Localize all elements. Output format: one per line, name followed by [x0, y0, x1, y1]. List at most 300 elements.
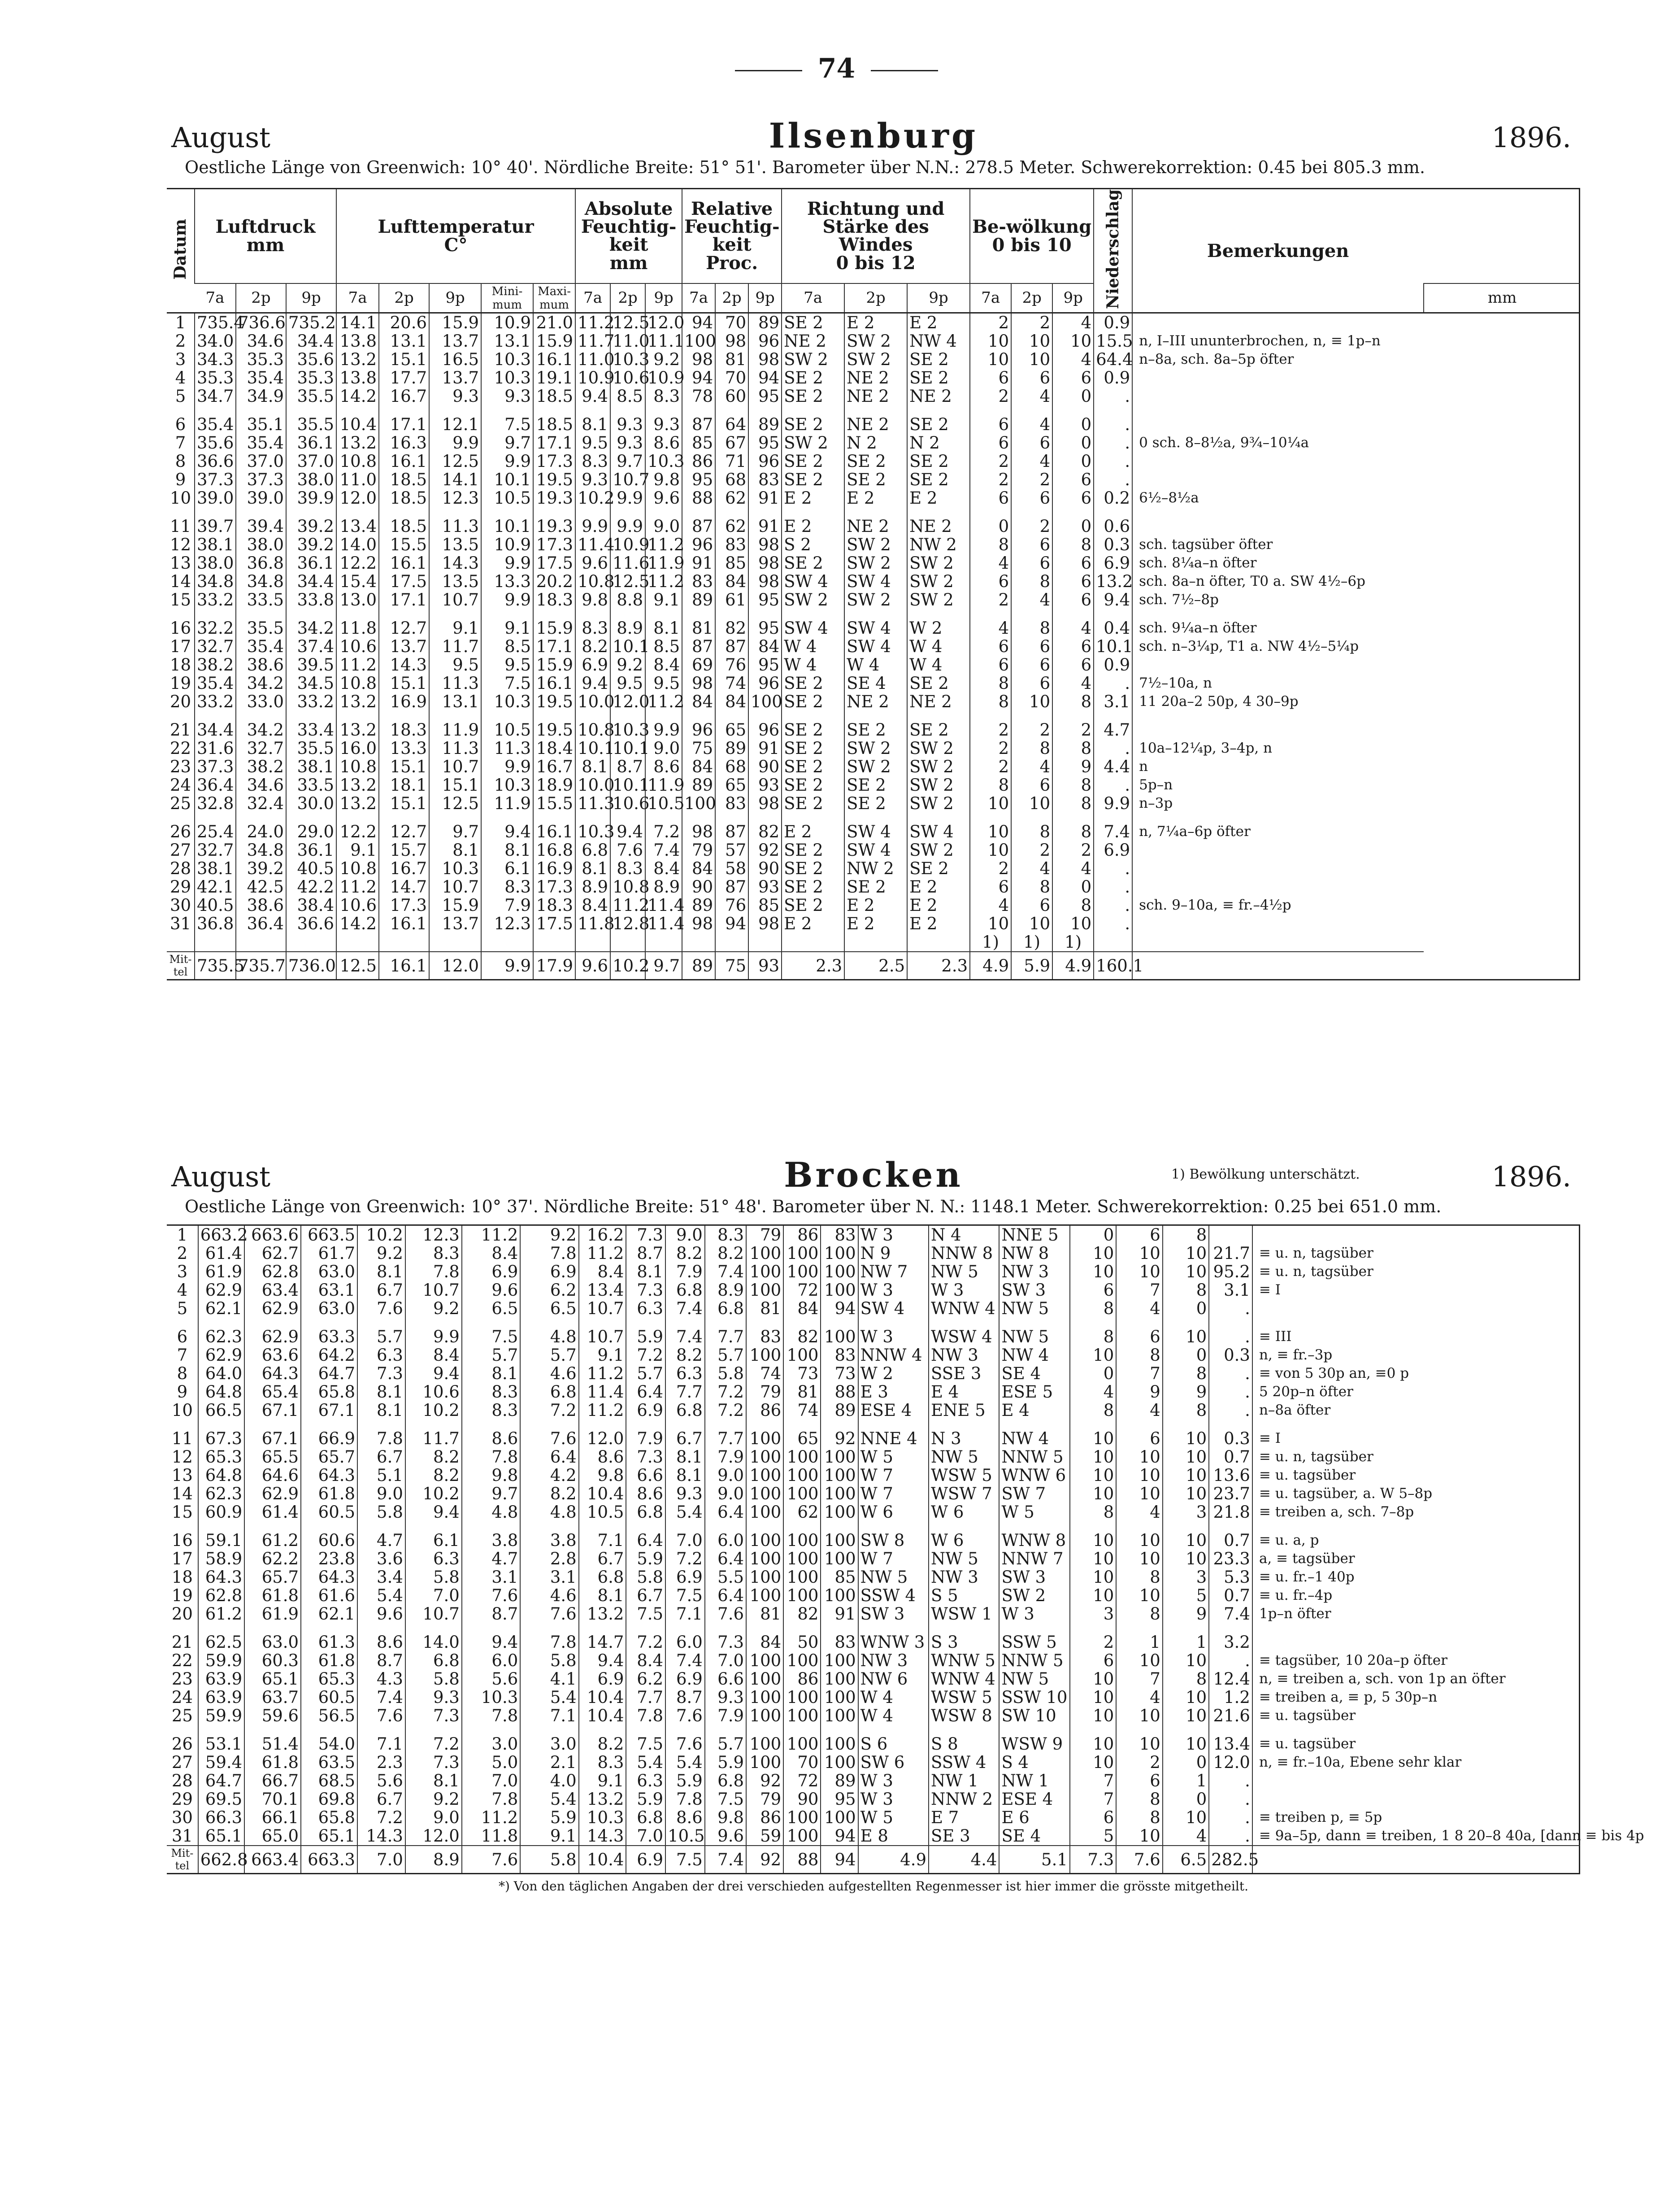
cell: n — [1132, 758, 1424, 776]
cell: 10 — [1011, 332, 1052, 350]
cell: 10 — [1070, 1531, 1116, 1550]
cell: 67.1 — [244, 1401, 301, 1420]
cell: 3.0 — [520, 1735, 578, 1753]
cell: 10.7 — [579, 1299, 626, 1318]
cell: 10.8 — [336, 859, 379, 878]
cell: 10.7 — [429, 878, 481, 896]
cell: 91 — [748, 739, 782, 758]
cell: 17.3 — [379, 896, 429, 914]
cell: 6 — [1011, 554, 1052, 572]
cell: 61.9 — [244, 1605, 301, 1623]
cell: 10.5 — [579, 1503, 626, 1521]
cell: 98 — [682, 823, 715, 841]
cell: 7 — [177, 1345, 188, 1365]
cell: ≡ von 5 30p an, ≡0 p — [1252, 1364, 1580, 1383]
cell: 70 — [783, 1753, 821, 1772]
mean-cell: 7.6 — [462, 1846, 520, 1873]
cell: 100 — [821, 1448, 858, 1466]
table-row — [167, 1226, 1580, 1244]
cell: N 9 — [858, 1244, 929, 1263]
cell: 10 — [1070, 1346, 1116, 1364]
mean-cell: 282.5 — [1209, 1846, 1252, 1873]
cell: 8 — [1116, 1790, 1162, 1808]
mean-cell: 2.3 — [782, 952, 844, 979]
mean-cell: 88 — [783, 1846, 821, 1873]
cell: 10 — [970, 350, 1011, 369]
cell: 34.8 — [195, 572, 236, 591]
cell: 8.2 — [405, 1448, 462, 1466]
cell: 10.8 — [336, 452, 379, 470]
cell: 16.2 — [579, 1226, 626, 1244]
cell: 38.6 — [236, 896, 286, 914]
mean-row — [167, 1846, 1580, 1873]
cell: 100 — [746, 1429, 783, 1448]
mean-cell: 7.6 — [1116, 1846, 1162, 1873]
cell: 6 — [175, 415, 186, 435]
cell: 7.5 — [462, 1328, 520, 1346]
cell: 14.0 — [336, 536, 379, 554]
cell: 7.6 — [610, 841, 645, 859]
cell: 4 — [1163, 1827, 1209, 1846]
cell: 34.7 — [195, 387, 236, 405]
cell: 19.3 — [533, 489, 575, 507]
cell — [844, 933, 907, 952]
cell: 70 — [715, 369, 748, 387]
cell: 100 — [746, 1531, 783, 1550]
cell: 81 — [783, 1383, 821, 1401]
cell: 11.8 — [462, 1827, 520, 1846]
cell: 98 — [682, 674, 715, 692]
cell: 2 — [970, 313, 1011, 332]
cell: 6.9 — [520, 1263, 578, 1281]
cell: 8.4 — [575, 896, 610, 914]
cell: W 5 — [858, 1448, 929, 1466]
cell: 8 — [1052, 692, 1094, 711]
cell: 7.8 — [357, 1429, 405, 1448]
cell: ESE 4 — [858, 1401, 929, 1420]
cell: 35.5 — [236, 619, 286, 637]
cell: 100 — [746, 1651, 783, 1670]
cell: 6 — [970, 369, 1011, 387]
cell: SE 2 — [782, 415, 844, 434]
cell: 6.7 — [357, 1790, 405, 1808]
mean-cell: 9.7 — [645, 952, 682, 979]
page-footnote: *) Von den täglichen Angaben der drei verschieden aufgestellten Regenmesser ist hier immer die grösste mitgetheilt. — [498, 1879, 1249, 1894]
cell: 735.4 — [195, 313, 236, 332]
cell: 7.8 — [520, 1633, 578, 1651]
cell: 8.1 — [357, 1383, 405, 1401]
cell: NNE 4 — [858, 1429, 929, 1448]
cell: 12.2 — [336, 823, 379, 841]
cell: 35.5 — [286, 387, 336, 405]
cell: 7.9 — [626, 1429, 665, 1448]
mean-cell: 7.0 — [357, 1846, 405, 1873]
cell: 10 — [1116, 1448, 1162, 1466]
cell: 76 — [715, 656, 748, 674]
cell: 12.5 — [610, 572, 645, 591]
cell: 13.5 — [429, 536, 481, 554]
cell: W 7 — [858, 1466, 929, 1485]
cell: . — [1209, 1772, 1252, 1790]
cell: n–3p — [1132, 794, 1424, 813]
cell: 95 — [748, 387, 782, 405]
cell: 38.2 — [236, 758, 286, 776]
cell: 5.4 — [357, 1586, 405, 1605]
time-header-18: 2p — [1011, 283, 1052, 313]
cell: 8.3 — [575, 619, 610, 637]
cell: 6 — [1011, 434, 1052, 452]
cell: 9.3 — [405, 1688, 462, 1707]
cell: SW 2 — [907, 739, 970, 758]
cell: 86 — [746, 1401, 783, 1420]
cell: NNW 2 — [929, 1790, 999, 1808]
cell: 61.8 — [301, 1485, 357, 1503]
cell: 81 — [746, 1605, 783, 1623]
cell: 6.1 — [481, 859, 533, 878]
cell: 5.8 — [405, 1670, 462, 1688]
cell: 8.5 — [645, 637, 682, 656]
cell: 100 — [783, 1244, 821, 1263]
cell: 39.2 — [236, 859, 286, 878]
table-row — [167, 1790, 1580, 1808]
cell: 8.2 — [520, 1485, 578, 1503]
cell: 7.8 — [405, 1263, 462, 1281]
cell: 65.5 — [244, 1448, 301, 1466]
cell: SW 2 — [844, 332, 907, 350]
table-row — [167, 619, 1580, 637]
table-row — [167, 415, 1580, 434]
cell: 8.2 — [405, 1466, 462, 1485]
cell: 91 — [748, 517, 782, 536]
cell: SW 2 — [907, 591, 970, 609]
cell: 6.8 — [665, 1281, 705, 1299]
cell: 0 sch. 8–8½a, 9¾–10¼a — [1132, 434, 1424, 452]
cell: 74 — [715, 674, 748, 692]
cell: 9.1 — [579, 1346, 626, 1364]
cell: 65 — [715, 721, 748, 739]
cell: 28 — [171, 1771, 193, 1790]
cell: 4 — [970, 554, 1011, 572]
cell: 6 — [1052, 591, 1094, 609]
cell: 6.5 — [462, 1299, 520, 1318]
cell: 7.8 — [626, 1707, 665, 1725]
cell: SW 2 — [907, 841, 970, 859]
cell: 13.4 — [336, 517, 379, 536]
cell: WSW 4 — [929, 1328, 999, 1346]
cell: 15.7 — [379, 841, 429, 859]
cell: 8 — [1163, 1670, 1209, 1688]
cell: 7.2 — [665, 1550, 705, 1568]
cell: 35.4 — [236, 434, 286, 452]
cell: 18.3 — [379, 721, 429, 739]
cell: NE 2 — [782, 332, 844, 350]
cell: 39.2 — [286, 517, 336, 536]
cell: 9.9 — [481, 554, 533, 572]
table-row — [167, 823, 1580, 841]
cell: 3.0 — [462, 1735, 520, 1753]
cell: 0.9 — [1094, 656, 1132, 674]
cell: 59.4 — [198, 1753, 244, 1772]
cell: 25 — [171, 1706, 193, 1725]
cell: . — [1094, 674, 1132, 692]
cell: 8.1 — [575, 859, 610, 878]
cell: 6.9 — [579, 1670, 626, 1688]
cell: W 5 — [858, 1808, 929, 1827]
cell: 6 — [1070, 1281, 1116, 1299]
cell: 85 — [748, 896, 782, 914]
cell: ≡ 9a–5p, dann ≡ treiben, 1 8 20–8 40a, [dann ≡ bis 4p — [1252, 1827, 1580, 1846]
cell: 8 — [177, 1364, 188, 1383]
cell: 98 — [748, 914, 782, 933]
cell: 100 — [783, 1688, 821, 1707]
cell: 29 — [171, 1790, 193, 1809]
cell: 6.9 — [626, 1401, 665, 1420]
cell: 6 — [1116, 1429, 1162, 1448]
cell: 0.3 — [1209, 1429, 1252, 1448]
cell: 18 — [171, 1568, 193, 1587]
cell: 5.5 — [705, 1568, 746, 1586]
cell: 82 — [783, 1605, 821, 1623]
cell: 62.2 — [244, 1550, 301, 1568]
cell: 4 — [1011, 591, 1052, 609]
cell: 9.8 — [462, 1466, 520, 1485]
cell — [782, 933, 844, 952]
cell: 13.4 — [579, 1281, 626, 1299]
cell: ≡ u. tagsüber — [1252, 1735, 1580, 1753]
cell — [1132, 859, 1424, 878]
cell: E 4 — [999, 1401, 1069, 1420]
cell: 93 — [748, 878, 782, 896]
cell: 42.5 — [236, 878, 286, 896]
cell: 64.8 — [198, 1383, 244, 1401]
year-label: 1896. — [1491, 1160, 1571, 1193]
cell: 87 — [715, 878, 748, 896]
cell: ≡ u. n, tagsüber — [1252, 1448, 1580, 1466]
cell: E 2 — [844, 489, 907, 507]
cell: 8 — [1052, 536, 1094, 554]
cell: NE 2 — [907, 692, 970, 711]
cell: 8 — [1011, 572, 1052, 591]
cell: 38.1 — [195, 536, 236, 554]
mean-cell: 17.9 — [533, 952, 575, 979]
cell: 16.8 — [533, 841, 575, 859]
cell: 0 — [1163, 1753, 1209, 1772]
cell: 37.4 — [286, 637, 336, 656]
cell: NW 3 — [858, 1651, 929, 1670]
cell: 12.3 — [429, 489, 481, 507]
cell: E 4 — [929, 1383, 999, 1401]
table-row — [167, 536, 1580, 554]
cell: 5 — [1070, 1827, 1116, 1846]
cell: 11 — [171, 1429, 193, 1448]
cell: 20 — [169, 692, 191, 712]
cell: 18 — [169, 655, 191, 675]
cell: 7.6 — [665, 1707, 705, 1725]
cell: 1) — [1052, 933, 1094, 952]
cell: 39.7 — [195, 517, 236, 536]
cell: NE 2 — [844, 369, 907, 387]
cell: SE 2 — [782, 841, 844, 859]
cell: 34.3 — [195, 350, 236, 369]
cell: 64.2 — [301, 1346, 357, 1364]
cell: SW 2 — [907, 572, 970, 591]
cell: 6 — [1052, 572, 1094, 591]
cell: 7.2 — [705, 1383, 746, 1401]
cell: 0 — [1052, 878, 1094, 896]
cell: 6.3 — [357, 1346, 405, 1364]
cell: WSW 5 — [929, 1466, 999, 1485]
cell: E 2 — [907, 896, 970, 914]
cell: 84 — [715, 692, 748, 711]
table-row — [167, 1263, 1580, 1281]
cell: 7.3 — [357, 1364, 405, 1383]
cell: . — [1209, 1364, 1252, 1383]
cell: 24 — [169, 775, 191, 795]
cell: 13 — [171, 1466, 193, 1485]
table-row — [167, 739, 1580, 758]
cell: 6 — [1011, 674, 1052, 692]
cell: 7.4 — [665, 1328, 705, 1346]
cell: ≡ III — [1252, 1328, 1580, 1346]
table-row — [167, 1633, 1580, 1651]
cell: 9.9 — [429, 434, 481, 452]
table-row — [167, 1383, 1580, 1401]
cell: 95 — [748, 434, 782, 452]
cell: 10 — [970, 841, 1011, 859]
table-row — [167, 841, 1580, 859]
cell: 96 — [748, 452, 782, 470]
cell: 73 — [783, 1364, 821, 1383]
cell: 4.8 — [462, 1503, 520, 1521]
cell: 19.3 — [533, 517, 575, 536]
cell: 81 — [682, 619, 715, 637]
table-row — [167, 721, 1580, 739]
cell: NNE 5 — [999, 1226, 1069, 1244]
cell: SE 2 — [844, 452, 907, 470]
cell: 9.0 — [405, 1808, 462, 1827]
cell: 14.3 — [357, 1827, 405, 1846]
cell: 3 — [1163, 1503, 1209, 1521]
cell: 13.1 — [429, 692, 481, 711]
cell: 9.4 — [610, 823, 645, 841]
cell: 64.8 — [198, 1466, 244, 1485]
cell: 10 — [1116, 1651, 1162, 1670]
cell: 0.2 — [1094, 489, 1132, 507]
cell: 10 — [1070, 1263, 1116, 1281]
cell: 6.3 — [405, 1550, 462, 1568]
cell: 6.8 — [520, 1383, 578, 1401]
table-row — [167, 878, 1580, 896]
cell: 8 — [1116, 1605, 1162, 1623]
cell: 61 — [715, 591, 748, 609]
time-header-4: 2p — [379, 283, 429, 313]
cell: 10 — [1011, 914, 1052, 933]
cell: 1 — [175, 313, 186, 333]
cell: ENE 5 — [929, 1401, 999, 1420]
cell: 67.1 — [244, 1429, 301, 1448]
cell: E 3 — [858, 1383, 929, 1401]
cell: 34.2 — [236, 721, 286, 739]
cell: 16.9 — [379, 692, 429, 711]
cell: E 2 — [844, 313, 907, 332]
cell: 9 — [1116, 1383, 1162, 1401]
cell: 10.7 — [429, 758, 481, 776]
cell: 11.9 — [645, 776, 682, 794]
cell: 10 — [1070, 1448, 1116, 1466]
cell: 7.7 — [665, 1383, 705, 1401]
cell: 6 — [1011, 656, 1052, 674]
cell: 61.8 — [244, 1753, 301, 1772]
cell: 63.6 — [244, 1346, 301, 1364]
cell: SW 2 — [999, 1586, 1069, 1605]
cell: n–8a, sch. 8a–5p öfter — [1132, 350, 1424, 369]
cell: 13.0 — [336, 591, 379, 609]
cell: SE 4 — [999, 1827, 1069, 1846]
cell: SW 2 — [782, 434, 844, 452]
cell: 13.3 — [379, 739, 429, 758]
cell: 18.5 — [379, 470, 429, 489]
cell: 66.5 — [198, 1401, 244, 1420]
cell: 81 — [715, 350, 748, 369]
cell: 3 — [175, 350, 186, 370]
cell: 10.6 — [405, 1383, 462, 1401]
cell: 5.7 — [462, 1346, 520, 1364]
cell: 5.7 — [357, 1328, 405, 1346]
cell: sch. 8a–n öfter, T0 a. SW 4½–6p — [1132, 572, 1424, 591]
cell: 10 — [1163, 1466, 1209, 1485]
cell: 9.4 — [575, 674, 610, 692]
mean-cell: 6.5 — [1163, 1846, 1209, 1873]
cell: 38.0 — [236, 536, 286, 554]
cell: 87 — [715, 637, 748, 656]
cell: NW 3 — [929, 1346, 999, 1364]
cell: 9.3 — [575, 470, 610, 489]
cell: 9.9 — [481, 758, 533, 776]
mean-cell: 4.9 — [970, 952, 1011, 979]
time-header-3: 7a — [336, 283, 379, 313]
cell: 11.0 — [336, 470, 379, 489]
time-header-19: 9p — [1052, 283, 1094, 313]
mean-row — [167, 952, 1580, 979]
cell: 6.4 — [626, 1383, 665, 1401]
cell: SE 2 — [782, 674, 844, 692]
cell: 10 — [1070, 1688, 1116, 1707]
cell: 34.5 — [286, 674, 336, 692]
cell: 17.3 — [533, 452, 575, 470]
cell: 3.6 — [357, 1550, 405, 1568]
cell: 2 — [1052, 721, 1094, 739]
cell: 2 — [970, 387, 1011, 405]
cell: 95 — [682, 470, 715, 489]
cell: 54.0 — [301, 1735, 357, 1753]
cell: 4 — [1011, 387, 1052, 405]
table-row — [167, 1735, 1580, 1753]
cell: 60.3 — [244, 1651, 301, 1670]
mean-cell: 89 — [682, 952, 715, 979]
cell: 13.1 — [481, 332, 533, 350]
cell: 6½–8½a — [1132, 489, 1424, 507]
table-row — [167, 914, 1580, 933]
cell: SE 2 — [782, 776, 844, 794]
mean-cell: 735.5 — [195, 952, 236, 979]
cell: 7.8 — [665, 1790, 705, 1808]
cell: 74 — [783, 1401, 821, 1420]
cell: 4 — [177, 1280, 188, 1300]
cell: 95.2 — [1209, 1263, 1252, 1281]
cell: 7.8 — [462, 1448, 520, 1466]
cell: ≡ tagsüber, 10 20a–p öfter — [1252, 1651, 1580, 1670]
cell: 34.0 — [195, 332, 236, 350]
